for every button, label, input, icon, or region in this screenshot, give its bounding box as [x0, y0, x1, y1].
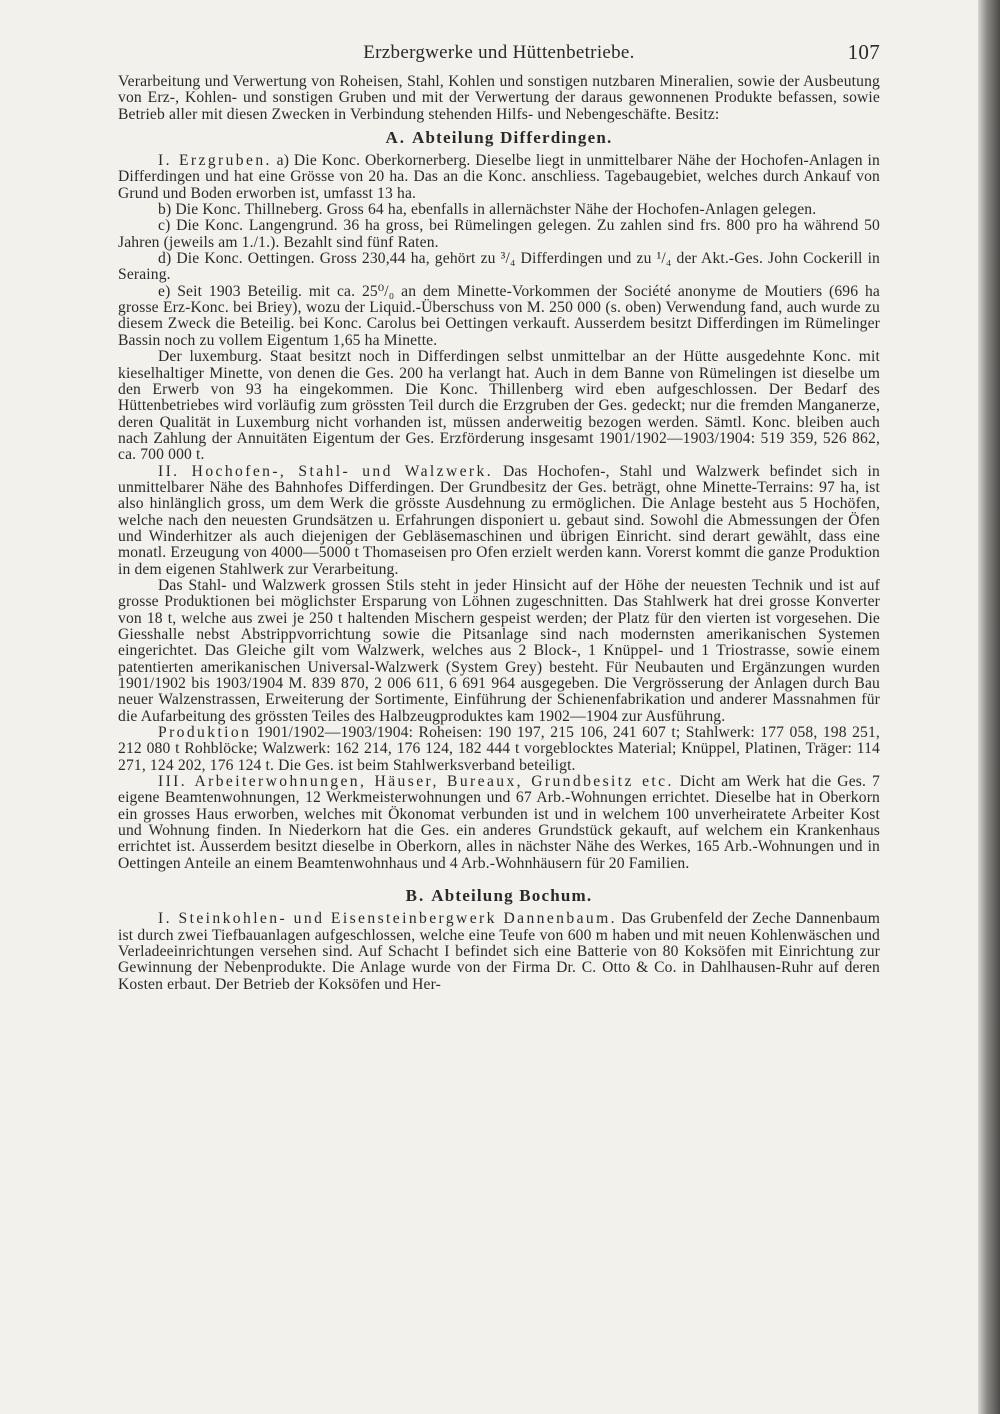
section-gap: [118, 872, 880, 881]
page: [118, 40, 880, 993]
book-spine-shadow: [978, 0, 1000, 1414]
paragraph-hochofen: [118, 464, 880, 578]
paragraph-text: Das Hochofen-, Stahl und Walzwerk befindet sich in unmittelbarer Nähe des Bahnhofes Differdingen. Der Grundbesitz der Ges. beträgt, ohne Minette-Terrains: 97 ha, ist also hinlänglich gross, um dem Werk die grösste Ausdehnung zu ermöglichen. Die Anlage besteht aus 5 Hochöfen, welche nach den neuesten Grundsätzen u. Erfahrungen disponiert u. gebaut sind. Sowohl die Abmessungen der Öfen und Winderhitzer als auch diejenigen der Gebläsemaschinen und übrigen Einricht. sind derart gewählt, dass eine monatl. Erzeugung von 4000—5000 t Thomaseisen pro Ofen erzielt werden kann. Vorerst kommt die ganze Produktion in dem eigenen Stahlwerk zur Verarbeitung.: [118, 462, 880, 578]
paragraph-thillneberg: b) Die Konc. Thillneberg. Gross 64 ha, ebenfalls in allernächster Nähe der Hochofen-Anlagen gelegen.: [158, 201, 817, 219]
paragraph-beteiligung: e) Seit 1903 Beteilig. mit ca. 25⁰/₀ an dem Minette-Vorkommen der Société anonyme de Moutiers (696 ha grosse Erz-Konc. bei Briey), wozu der Liquid.-Überschuss von M. 250 000 (s. oben) Verwendung fand, auch wurde zu diesem Zweck die Beteilig. bei Konc. Carolus bei Oettingen verkauft. Ausserdem besitzt Differdingen im Rümelinger Bassin noch zu vollem Eigentum 1,65 ha Minette.: [118, 282, 880, 349]
paragraph-lead: I. Erzgruben.: [158, 152, 272, 170]
running-header: [118, 40, 880, 74]
paragraph-lead: II. Hochofen-, Stahl- und Walzwerk.: [158, 462, 494, 480]
section-b-heading: [118, 886, 880, 906]
section-a-label: A.: [385, 128, 407, 148]
page-number: 107: [847, 40, 880, 64]
paragraph-lead: III. Arbeiterwohnungen, Häuser, Bureaux, Grundbesitz etc.: [158, 773, 674, 791]
paragraph-lead: I. Steinkohlen- und Eisensteinbergwerk Dannenbaum.: [158, 910, 617, 928]
paragraph-lead: Produktion: [158, 724, 252, 742]
paragraph-arbeiterwohnungen: [118, 774, 880, 872]
section-b-title: Abteilung Bochum.: [431, 886, 593, 906]
paragraph-dannenbaum: [118, 911, 880, 993]
paragraph-staat: Der luxemburg. Staat besitzt noch in Differdingen selbst unmittelbar an der Hütte ausgedehnte Konc. mit kieselhaltiger Minette, von denen die Ges. 200 ha verlangt hat. Auch in dem Banne von Rümelingen ist dieselbe um den Erwerb von 93 ha eingekommen. Die Konc. Thillenberg wird eben aufgeschlossen. Der Bedarf des Hüttenbetriebes wird vorläufig zum grössten Teil durch die Erzgruben der Ges. gedeckt; nur die fremden Manganerze, deren Qualität in Luxemburg nicht vorhanden ist, müssen anderweitig bezogen werden. Sämtl. Konc. bleiben auch nach Zahlung der Annuitäten Eigentum der Ges. Erzförderung insgesamt 1901/1902—1903/1904: 519 359, 526 862, ca. 700 000 t.: [118, 348, 880, 464]
paragraph-text: 1901/1902—1903/1904: Roheisen: 190 197, 215 106, 241 607 t; Stahlwerk: 177 058, 198 251, 212 080 t Rohblöcke; Walzwerk: 162 214, 176 124, 182 444 t vorgeblocktes Material; Knüppel, Platinen, Träger: 114 271, 124 202, 176 124 t. Die Ges. ist beim Stahlwerksverband beteiligt.: [118, 724, 880, 774]
paragraph-oettingen: d) Die Konc. Oettingen. Gross 230,44 ha, gehört zu ³/₄ Differdingen und zu ¹/₄ der Akt.-Ges. John Cockerill in Seraing.: [118, 250, 880, 284]
intro-paragraph: Verarbeitung und Verwertung von Roheisen, Stahl, Kohlen und sonstigen nutzbaren Mineralien, sowie der Ausbeutung von Erz-, Kohlen- und sonstigen Gruben und mit der Verwertung der daraus gewonnenen Produkte befassen, sowie Betrieb aller mit diesen Zwecken in Verbindung stehenden Hilfs- und Nebengeschäfte. Besitz:: [118, 73, 880, 123]
section-b-label: B.: [405, 886, 426, 906]
paragraph-erzgruben: [118, 153, 880, 202]
section-a-heading: [118, 128, 880, 148]
paragraph-text: Das Grubenfeld der Zeche Dannenbaum ist durch zwei Tiefbauanlagen aufgeschlossen, welche eine Teufe von 600 m haben und mit neuen Kohlenwäschen und Verladeeinrichtungen versehen sind. Auf Schacht I befindet sich eine Batterie von 80 Koksöfen mit Einrichtung zur Gewinnung der Nebenprodukte. Die Anlage wurde von der Firma Dr. C. Otto & Co. in Dahlhausen-Ruhr auf deren Kosten erbaut. Der Betrieb der Koksöfen und Her-: [118, 910, 880, 993]
running-title: Erzbergwerke und Hüttenbetriebe.: [363, 42, 635, 63]
section-a-title: Abteilung Differdingen.: [412, 128, 613, 148]
paragraph-produktion: [118, 725, 880, 774]
paragraph-stahlwerk: Das Stahl- und Walzwerk grossen Stils steht in jeder Hinsicht auf der Höhe der neuesten Technik und ist auf grosse Produktionen bei möglichster Ersparung von Löhnen zugeschnitten. Das Stahlwerk hat drei grosse Konverter von 18 t, welche aus zwei je 250 t haltenden Mischern gespeist werden; der Platz für den vierten ist vorgesehen. Die Giesshalle nebst Abstrippvorrichtung sowie die Pitsanlage sind nach modernsten amerikanischen Systemen eingerichtet. Das Gleiche gilt vom Walzwerk, welches aus 2 Block-, 1 Knüppel- und 1 Triostrasse, sowie einem patentierten amerikanischen Universal-Walzwerk (System Grey) besteht. Für Neubauten und Ergänzungen wurden 1901/1902 bis 1903/1904 M. 839 870, 2 006 611, 6 691 964 ausgegeben. Die Vergrösserung der Anlagen durch Bau neuer Walzenstrassen, Erweiterung der Sortimente, Einführung der Schienenfabrikation und anderer Massnahmen für die Aufarbeitung des grössten Teiles des Halbzeugproduktes kam 1902—1904 zur Ausführung.: [118, 576, 880, 725]
paragraph-langengrund: c) Die Konc. Langengrund. 36 ha gross, bei Rümelingen gelegen. Zu zahlen sind frs. 800 pro ha während 50 Jahren (jeweils am 1./1.). Bezahlt sind fünf Raten.: [118, 217, 880, 251]
paragraph-text: a) Die Konc. Oberkornerberg. Dieselbe liegt in unmittelbarer Nähe der Hochofen-Anlagen in Differdingen und hat eine Grösse von 20 ha. Das an die Konc. anschliess. Tagebaugebiet, welches durch Ankauf von Grund und Boden erworben ist, umfasst 13 ha.: [118, 152, 880, 202]
paragraph-text: Dicht am Werk hat die Ges. 7 eigene Beamtenwohnungen, 12 Werkmeisterwohnungen und 67 Arb.-Wohnungen errichtet. Dieselbe hat in Oberkorn ein grosses Haus erworben, welches mit Ökonomat verbunden ist und in welchem 100 unverheiratete Arbeiter Kost und Wohnung finden. In Niederkorn hat die Ges. ein anderes Grundstück gekauft, auf welchem ein Krankenhaus errichtet ist. Ausserdem besitzt dieselbe in Oberkorn, alles in nächster Nähe des Werkes, 165 Arb.-Wohnungen und in Oettingen Anteile an einem Beamtenwohnhaus und 4 Arb.-Wohnhäusern für 20 Familien.: [118, 773, 880, 872]
